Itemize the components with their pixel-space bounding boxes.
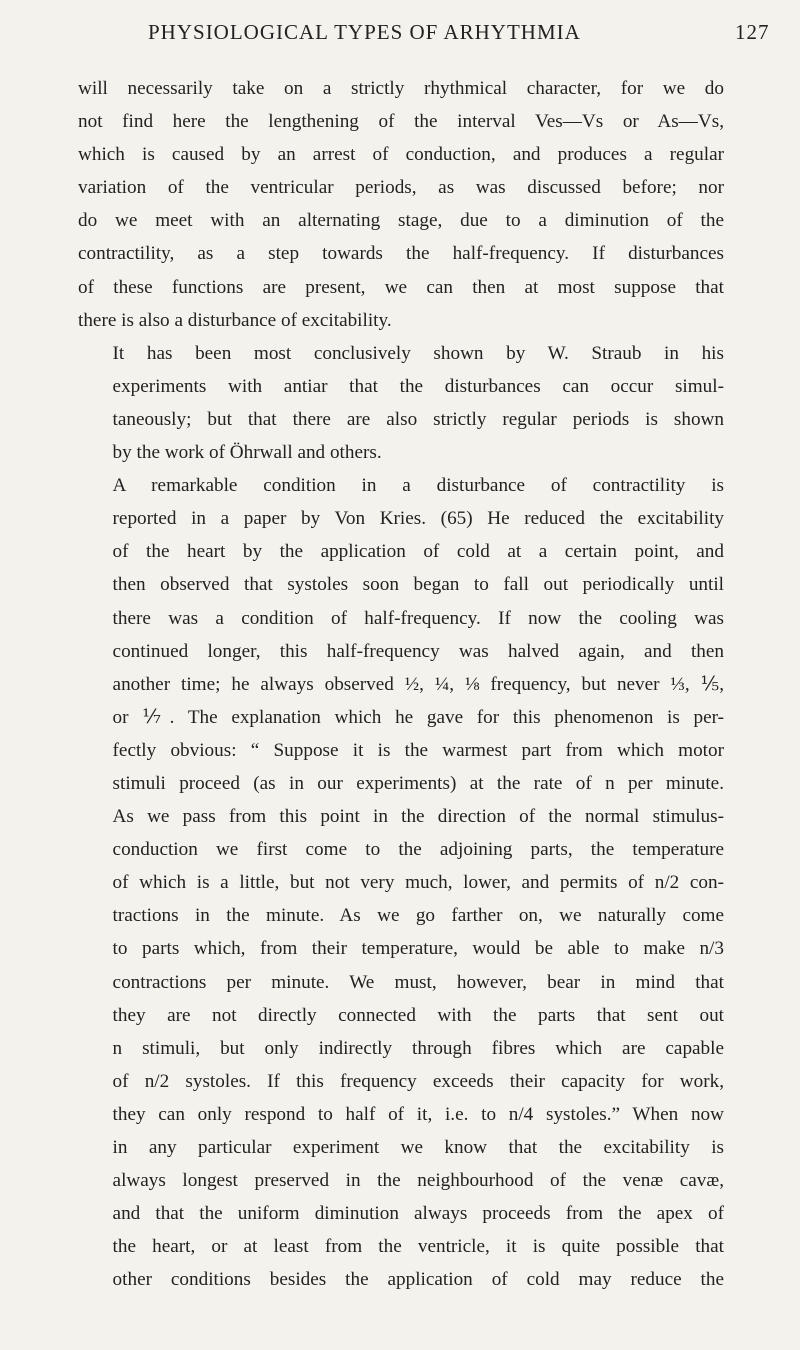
text-line: n stimuli, but only indirectly through fibres which are capable [112, 1037, 724, 1059]
text-line: the heart, or at least from the ventricle, it is quite possible that [112, 1236, 724, 1258]
text-line: taneously; but that there are also strictly regular periods is shown [112, 408, 724, 430]
text-line: not find here the lengthening of the interval Ves—Vs or As—Vs, [78, 111, 724, 133]
text-line: contractility, as a step towards the half-frequency. If disturbances [78, 243, 724, 265]
text-line: variation of the ventricular periods, as was discussed before; nor [78, 177, 724, 199]
paragraph [78, 469, 724, 1296]
text-line: always longest preserved in the neighbourhood of the venæ cavæ, [112, 1170, 724, 1192]
paragraph [78, 72, 724, 337]
running-head: PHYSIOLOGICAL TYPES OF ARHYTHMIA [148, 20, 581, 44]
text-line: stimuli proceed (as in our experiments) at the rate of n per minute. [112, 772, 724, 794]
text-line: It has been most conclusively shown by W. Straub in his [112, 342, 724, 364]
text-line: experiments with antiar that the disturbances can occur simul- [112, 375, 724, 397]
text-line: reported in a paper by Von Kries. (65) He reduced the excitability [112, 508, 724, 530]
page-number: 127 [735, 20, 770, 44]
text-line: fectly obvious: “ Suppose it is the warmest part from which motor [112, 739, 724, 761]
text-line: they can only respond to half of it, i.e. to n/4 systoles.” When now [112, 1103, 724, 1125]
text-line: in any particular experiment we know that the excitability is [112, 1137, 724, 1158]
text-line: or ⅐. The explanation which he gave for this phenomenon is per- [112, 706, 724, 728]
text-line: which is caused by an arrest of conduction, and produces a regular [78, 144, 724, 166]
text-line: another time; he always observed ½, ¼, ⅛ frequency, but never ⅓, ⅕, [112, 673, 724, 695]
text-line: of the heart by the application of cold at a certain point, and [112, 541, 724, 563]
text-line: and that the uniform diminution always proceeds from the apex of [112, 1203, 724, 1225]
text-line: by the work of Öhrwall and others. [112, 442, 382, 464]
text-line: conduction we first come to the adjoining parts, the temperature [112, 839, 724, 861]
text-line: there is also a disturbance of excitability. [78, 309, 392, 331]
paragraph [78, 337, 724, 469]
text-line: of n/2 systoles. If this frequency exceeds their capacity for work, [112, 1070, 724, 1092]
text-line: tractions in the minute. As we go farther on, we naturally come [112, 905, 724, 927]
text-line: of these functions are present, we can then at most suppose that [78, 276, 724, 298]
text-line: there was a condition of half-frequency. If now the cooling was [112, 607, 724, 629]
text-line: As we pass from this point in the direction of the normal stimulus- [112, 806, 724, 828]
body-text [78, 72, 724, 1296]
text-line: then observed that systoles soon began to fall out periodically until [112, 574, 724, 596]
text-line: do we meet with an alternating stage, due to a diminution of the [78, 210, 724, 232]
text-line: other conditions besides the application of cold may reduce the [112, 1269, 724, 1291]
text-line: A remarkable condition in a disturbance of contractility is [112, 475, 724, 497]
text-line: of which is a little, but not very much, lower, and permits of n/2 con- [112, 872, 724, 894]
text-line: will necessarily take on a strictly rhythmical character, for we do [78, 78, 724, 99]
text-line: continued longer, this half-frequency was halved again, and then [112, 640, 724, 662]
text-line: they are not directly connected with the parts that sent out [112, 1004, 724, 1026]
text-line: to parts which, from their temperature, would be able to make n/3 [112, 938, 724, 960]
text-line: contractions per minute. We must, however, bear in mind that [112, 971, 724, 993]
